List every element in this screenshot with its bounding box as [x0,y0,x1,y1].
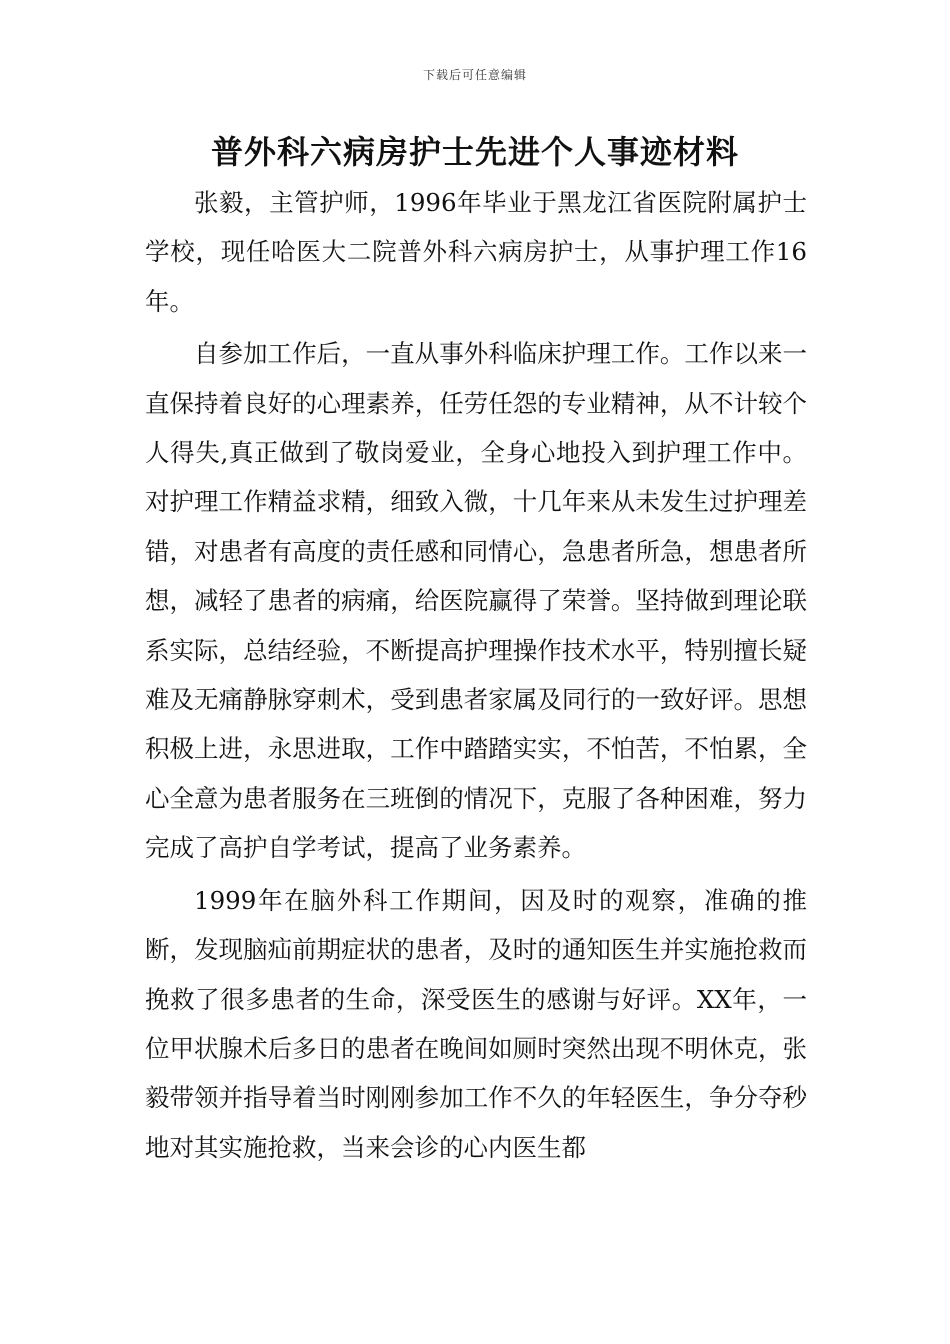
header-note: 下载后可任意编辑 [422,68,527,82]
document-body [145,178,807,1175]
paragraph-3: 1999年在脑外科工作期间，因及时的观察，准确的推断，发现脑疝前期症状的患者，及时的通知医生并实施抢救而挽救了很多患者的生命，深受医生的感谢与好评。XX年，一位甲状腺术后多日的患者在晚间如厕时突然出现不明休克，张毅带领并指导着当时刚刚参加工作不久的年轻医生，争分夺秒地对其实施抢救，当来会诊的心内医生都 [145,885,807,1162]
paragraph-1: 张毅，主管护师，1996年毕业于黑龙江省医院附属护士学校，现任哈医大二院普外科六病房护士，从事护理工作16年。 [145,188,807,316]
document-title: 普外科六病房护士先进个人事迹材料 [210,133,739,171]
paragraph-2: 自参加工作后，一直从事外科临床护理工作。工作以来一直保持着良好的心理素养，任劳任怨的专业精神，从不计较个人得失,真正做到了敬岗爱业，全身心地投入到护理工作中。对护理工作精益求精，细致入微，十几年来从未发生过护理差错，对患者有高度的责任感和同情心，急患者所急，想患者所想，减轻了患者的病痛，给医院赢得了荣誉。坚持做到理论联系实际，总结经验，不断提高护理操作技术水平，特别擅长疑难及无痛静脉穿刺术，受到患者家属及同行的一致好评。思想积极上进，永思进取，工作中踏踏实实，不怕苦，不怕累，全心全意为患者服务在三班倒的情况下，克服了各种困难，努力完成了高护自学考试，提高了业务素养。 [145,339,807,863]
